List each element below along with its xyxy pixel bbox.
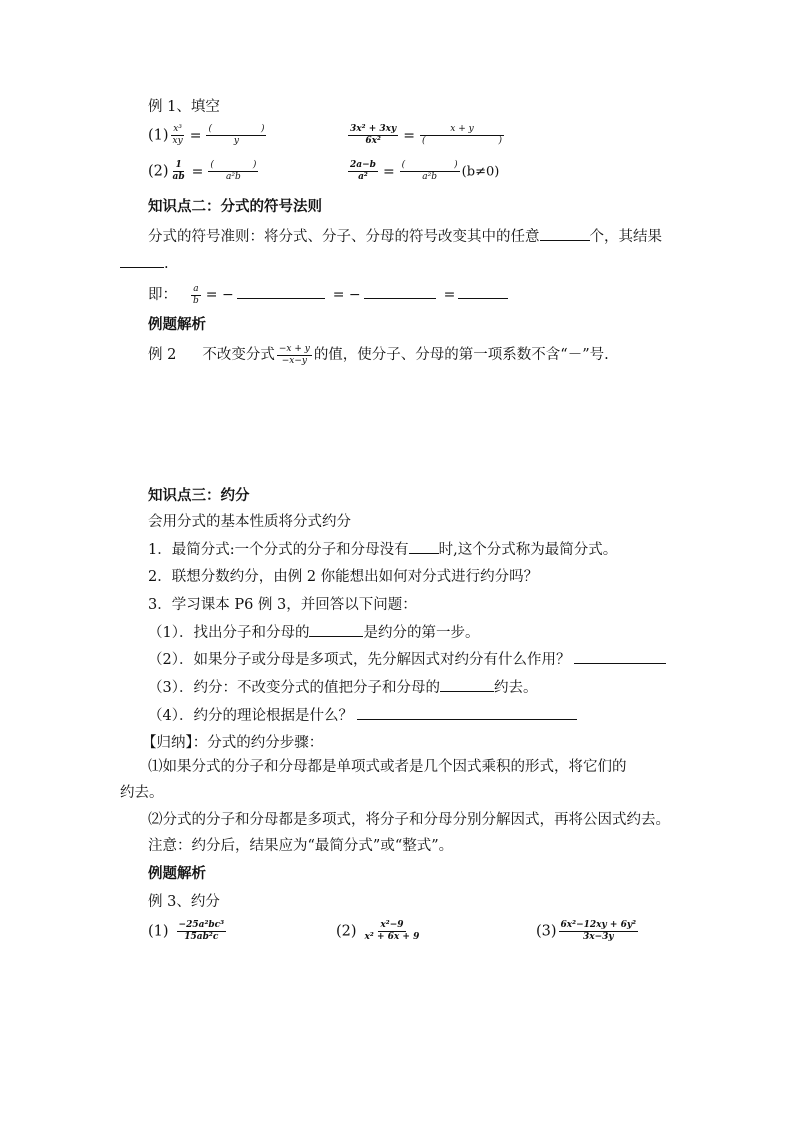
numerator: 2a−b bbox=[350, 160, 376, 170]
k3-question-4 bbox=[148, 704, 577, 725]
item-label: (2) bbox=[336, 923, 357, 940]
denominator: x² + 6x + 9 bbox=[364, 932, 420, 942]
answer-fraction bbox=[420, 124, 504, 147]
answer-blank[interactable] bbox=[440, 677, 494, 692]
knowledge-point-2-heading: 知识点二：分式的符号法则 bbox=[148, 198, 322, 215]
denominator: a² bbox=[358, 172, 368, 182]
paren-right: ) bbox=[252, 160, 257, 170]
fraction bbox=[559, 920, 638, 943]
sign-rule-line-2 bbox=[120, 253, 169, 272]
answer-blank[interactable] bbox=[357, 705, 577, 720]
numerator: −25a²bc³ bbox=[178, 920, 225, 930]
numerator: 1 bbox=[175, 160, 182, 170]
example-3-title: 例 3、约分 bbox=[148, 894, 220, 910]
equals-sign: = bbox=[443, 287, 456, 303]
denominator: 6x² bbox=[365, 136, 381, 146]
knowledge-point-3-heading: 知识点三：约分 bbox=[148, 487, 250, 504]
condition-text: (b≠0) bbox=[461, 164, 500, 180]
k3-item-2: 2．联想分数约分，由例 2 你能想出如何对分式进行约分吗？ bbox=[148, 569, 539, 585]
question-text: （2）．如果分子或分母是多项式，先分解因式对约分有什么作用？ bbox=[148, 652, 571, 668]
equals-sign: = bbox=[403, 127, 415, 144]
item-label: (1) bbox=[148, 923, 169, 940]
example-3-item-3 bbox=[536, 920, 640, 943]
sign-rule-equation bbox=[148, 283, 508, 307]
k3-item-1 bbox=[148, 538, 617, 559]
answer-blank[interactable] bbox=[458, 284, 508, 299]
sign-rule-text-tail: 个，其结果 bbox=[589, 229, 662, 245]
question-text: （1）．找出分子和分母的 bbox=[148, 625, 310, 641]
summary-step-1-cont: 约去。 bbox=[120, 785, 164, 801]
denominator: b bbox=[193, 295, 199, 306]
question-text-tail: 约去。 bbox=[493, 680, 538, 696]
k3-item-3: 3．学习课本 P6 例 3，并回答以下问题： bbox=[148, 597, 417, 613]
example-2 bbox=[148, 343, 609, 367]
equals-sign: = bbox=[189, 127, 202, 144]
k3-question-2 bbox=[148, 648, 666, 669]
summary-title: 【归纳】：分式的约分步骤： bbox=[142, 735, 324, 751]
answer-blank[interactable] bbox=[574, 649, 666, 664]
item-label: (3) bbox=[536, 923, 557, 940]
blank-numerator bbox=[206, 124, 266, 136]
period: . bbox=[164, 256, 169, 272]
example-1-title: 例 1、填空 bbox=[148, 99, 220, 115]
paren-right: ) bbox=[498, 136, 502, 146]
denominator: 3x−3y bbox=[582, 932, 614, 942]
numerator: x + y bbox=[420, 124, 504, 136]
example-1-item-2 bbox=[148, 160, 260, 183]
fraction bbox=[363, 920, 422, 943]
example-analysis-heading: 例题解析 bbox=[148, 316, 206, 333]
sign-rule-text: 分式的符号准则：将分式、分子、分母的符号改变其中的任意 bbox=[148, 229, 540, 245]
equals-minus: = − bbox=[205, 287, 234, 303]
denominator: y bbox=[233, 136, 239, 146]
answer-blank[interactable] bbox=[409, 539, 439, 554]
blank-numerator bbox=[208, 160, 258, 172]
denominator: a²b bbox=[226, 172, 241, 182]
example-2-text-tail: 的值，使分子、分母的第一项系数不含“－”号. bbox=[313, 347, 609, 363]
k3-intro: 会用分式的基本性质将分式约分 bbox=[148, 514, 351, 530]
denominator: a²b bbox=[422, 172, 438, 182]
equals-sign: = bbox=[191, 163, 204, 180]
item-text: 1．最简分式:一个分式的分子和分母没有 bbox=[148, 542, 409, 558]
denominator: −x−y bbox=[281, 355, 307, 366]
example-1-item-2b bbox=[346, 160, 499, 183]
item-label: (2) bbox=[148, 163, 169, 180]
paren-left: ( bbox=[421, 136, 426, 146]
question-text: （3）．约分：不改变分式的值把分子和分母的 bbox=[148, 680, 440, 696]
numerator: 6x²−12xy + 6y² bbox=[560, 920, 637, 930]
k3-question-1 bbox=[148, 621, 479, 642]
fraction bbox=[171, 160, 187, 183]
question-text-tail: 是约分的第一步。 bbox=[363, 625, 480, 641]
answer-blank[interactable] bbox=[364, 284, 436, 299]
fraction bbox=[171, 124, 185, 147]
numerator: −x + y bbox=[278, 343, 310, 354]
paren-left: ( bbox=[208, 124, 212, 134]
item-text-tail: 时,这个分式称为最简分式。 bbox=[438, 542, 618, 558]
equals-sign: = bbox=[382, 163, 395, 180]
answer-fraction bbox=[208, 160, 258, 183]
answer-blank[interactable] bbox=[120, 253, 164, 268]
k3-question-3 bbox=[148, 676, 537, 697]
paren-right: ) bbox=[454, 160, 458, 170]
denominator: xy bbox=[172, 136, 183, 146]
answer-blank[interactable] bbox=[237, 284, 325, 299]
example-3-item-1 bbox=[148, 920, 228, 943]
blank-numerator bbox=[400, 160, 460, 172]
denominator: ab bbox=[172, 172, 185, 182]
example-1-item-1b bbox=[346, 124, 506, 147]
example-1-item-1 bbox=[148, 124, 268, 147]
fraction-a-over-b bbox=[191, 284, 201, 307]
summary-step-1: ⑴如果分式的分子和分母都是单项式或者是几个因式乘积的形式，将它们的 bbox=[148, 759, 627, 775]
paren-right: ) bbox=[260, 124, 265, 134]
item-label: (1) bbox=[148, 127, 169, 144]
answer-fraction bbox=[206, 124, 266, 147]
numerator: a bbox=[193, 283, 199, 294]
equals-minus: = − bbox=[332, 287, 361, 303]
denominator: 15ab²c bbox=[184, 932, 219, 942]
numerator: 3x² + 3xy bbox=[350, 124, 397, 134]
fraction bbox=[348, 160, 378, 183]
paren-left: ( bbox=[401, 160, 406, 170]
answer-blank[interactable] bbox=[309, 622, 363, 637]
sign-rule-line-1 bbox=[148, 225, 662, 246]
example-2-text: 不改变分式 bbox=[202, 347, 275, 363]
ji-label: 即： bbox=[148, 287, 177, 303]
example-2-label: 例 2 bbox=[148, 347, 177, 363]
blank-denominator bbox=[420, 136, 504, 147]
example-analysis-heading-2: 例题解析 bbox=[148, 865, 206, 882]
summary-step-2: ⑵分式的分子和分母都是多项式，将分子和分母分别分解因式，再将公因式约去。 bbox=[148, 812, 670, 828]
summary-note: 注意：约分后，结果应为“最简分式”或“整式”。 bbox=[148, 838, 454, 854]
example-2-fraction bbox=[277, 344, 312, 367]
numerator: x³ bbox=[173, 124, 182, 134]
answer-blank[interactable] bbox=[540, 226, 590, 241]
question-text: （4）．约分的理论根据是什么？ bbox=[148, 708, 353, 724]
fraction bbox=[177, 920, 227, 943]
answer-fraction bbox=[400, 160, 460, 183]
example-3-item-2 bbox=[336, 920, 423, 943]
numerator: x²−9 bbox=[380, 920, 404, 930]
fraction bbox=[348, 124, 398, 147]
paren-left: ( bbox=[210, 160, 214, 170]
